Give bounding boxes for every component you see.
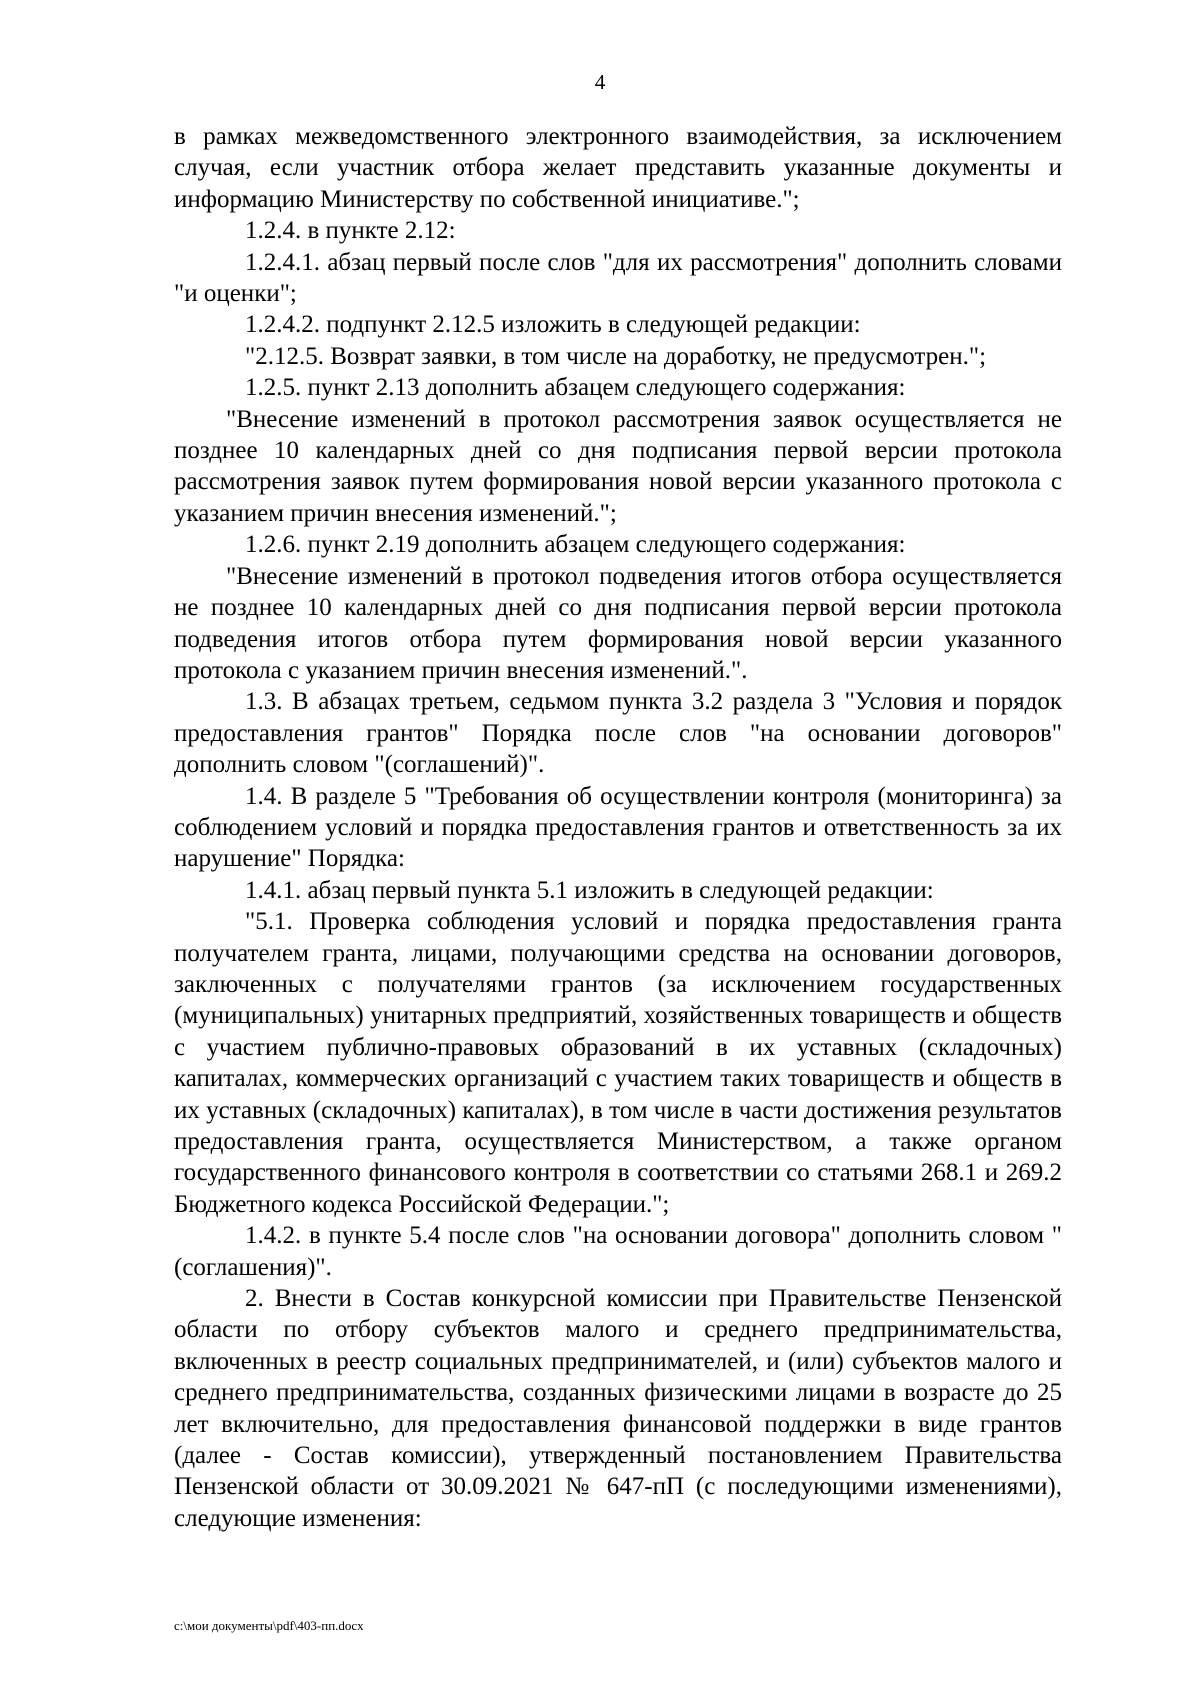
footer-file-path: c:\мои документы\pdf\403-пп.docx	[174, 1618, 364, 1633]
paragraph-1-2-4-1: 1.2.4.1. абзац первый после слов "для их рассмотрения" дополнить словами "и оценки";	[174, 248, 1062, 308]
document-body	[174, 121, 1062, 1534]
paragraph-quote-2-12-5: "2.12.5. Возврат заявки, в том числе на доработку, не предусмотрен.";	[245, 342, 987, 370]
paragraph-1-2-4-2: 1.2.4.2. подпункт 2.12.5 изложить в следующей редакции:	[245, 311, 861, 339]
paragraph-quote-2-19: "Внесение изменений в протокол подведения итогов отбора осуществляется не позднее 10 календарных дней со дня подписания первой версии протокола подведения итогов отбора путем формирования новой версии указанного протокола с указанием причин внесения изменений.".	[174, 562, 1062, 684]
paragraph-quote-2-13: "Внесение изменений в протокол рассмотрения заявок осуществляется не позднее 10 календарных дней со дня подписания первой версии протокола рассмотрения заявок путем формирования новой версии указанного протокола с указанием причин внесения изменений.";	[174, 405, 1062, 527]
paragraph-1-2-6: 1.2.6. пункт 2.19 дополнить абзацем следующего содержания:	[245, 531, 906, 559]
paragraph-1-4-2: 1.4.2. в пункте 5.4 после слов "на основании договора" дополнить словом "(соглашения)".	[174, 1222, 1062, 1281]
paragraph-1-2-5: 1.2.5. пункт 2.13 дополнить абзацем следующего содержания:	[245, 374, 906, 402]
page-number: 4	[594, 70, 606, 94]
paragraph-1-3: 1.3. В абзацах третьем, седьмом пункта 3.2 раздела 3 "Условия и порядок предоставления грантов" Порядка после слов "на основании договоров" дополнить словом "(соглашений)".	[174, 688, 1062, 779]
paragraph-2: 2. Внести в Состав конкурсной комиссии при Правительстве Пензенской области по отбору субъектов малого и среднего предпринимательства, включенных в реестр социальных предпринимателей, и (или) субъектов малого и среднего предпринимательства, созданных физическими лицами в возрасте до 25 лет включительно, для предоставления финансовой поддержки в виде грантов (далее - Состав комиссии), утвержденный постановлением Правительства Пензенской области от 30.09.2021 № 647-пП (с последующими изменениями), следующие изменения:	[174, 1285, 1062, 1532]
paragraph-1-4-1: 1.4.1. абзац первый пункта 5.1 изложить в следующей редакции:	[245, 876, 934, 904]
paragraph-continuation: в рамках межведомственного электронного взаимодействия, за исключением случая, если участник отбора желает представить указанные документы и информацию Министерству по собственной инициативе.";	[174, 123, 1062, 213]
paragraph-1-4: 1.4. В разделе 5 "Требования об осуществлении контроля (мониторинга) за соблюдением условий и порядка предоставления грантов и ответственность за их нарушение" Порядка:	[174, 782, 1062, 873]
paragraph-quote-5-1: "5.1. Проверка соблюдения условий и порядка предоставления гранта получателем гранта, лицами, получающими средства на основании договоров, заключенных с получателями грантов (за исключением государственных (муниципальных) унитарных предприятий, хозяйственных товариществ и обществ с участием публично-правовых образований в их уставных (складочных) капиталах, коммерческих организаций с участием таких товариществ и обществ в их уставных (складочных) капиталах), в том числе в части достижения результатов предоставления гранта, осуществляется Министерством, а также органом государственного финансового контроля в соответствии со статьями 268.1 и 269.2 Бюджетного кодекса Российской Федерации.";	[174, 908, 1062, 1218]
paragraph-1-2-4: 1.2.4. в пункте 2.12:	[245, 217, 456, 245]
